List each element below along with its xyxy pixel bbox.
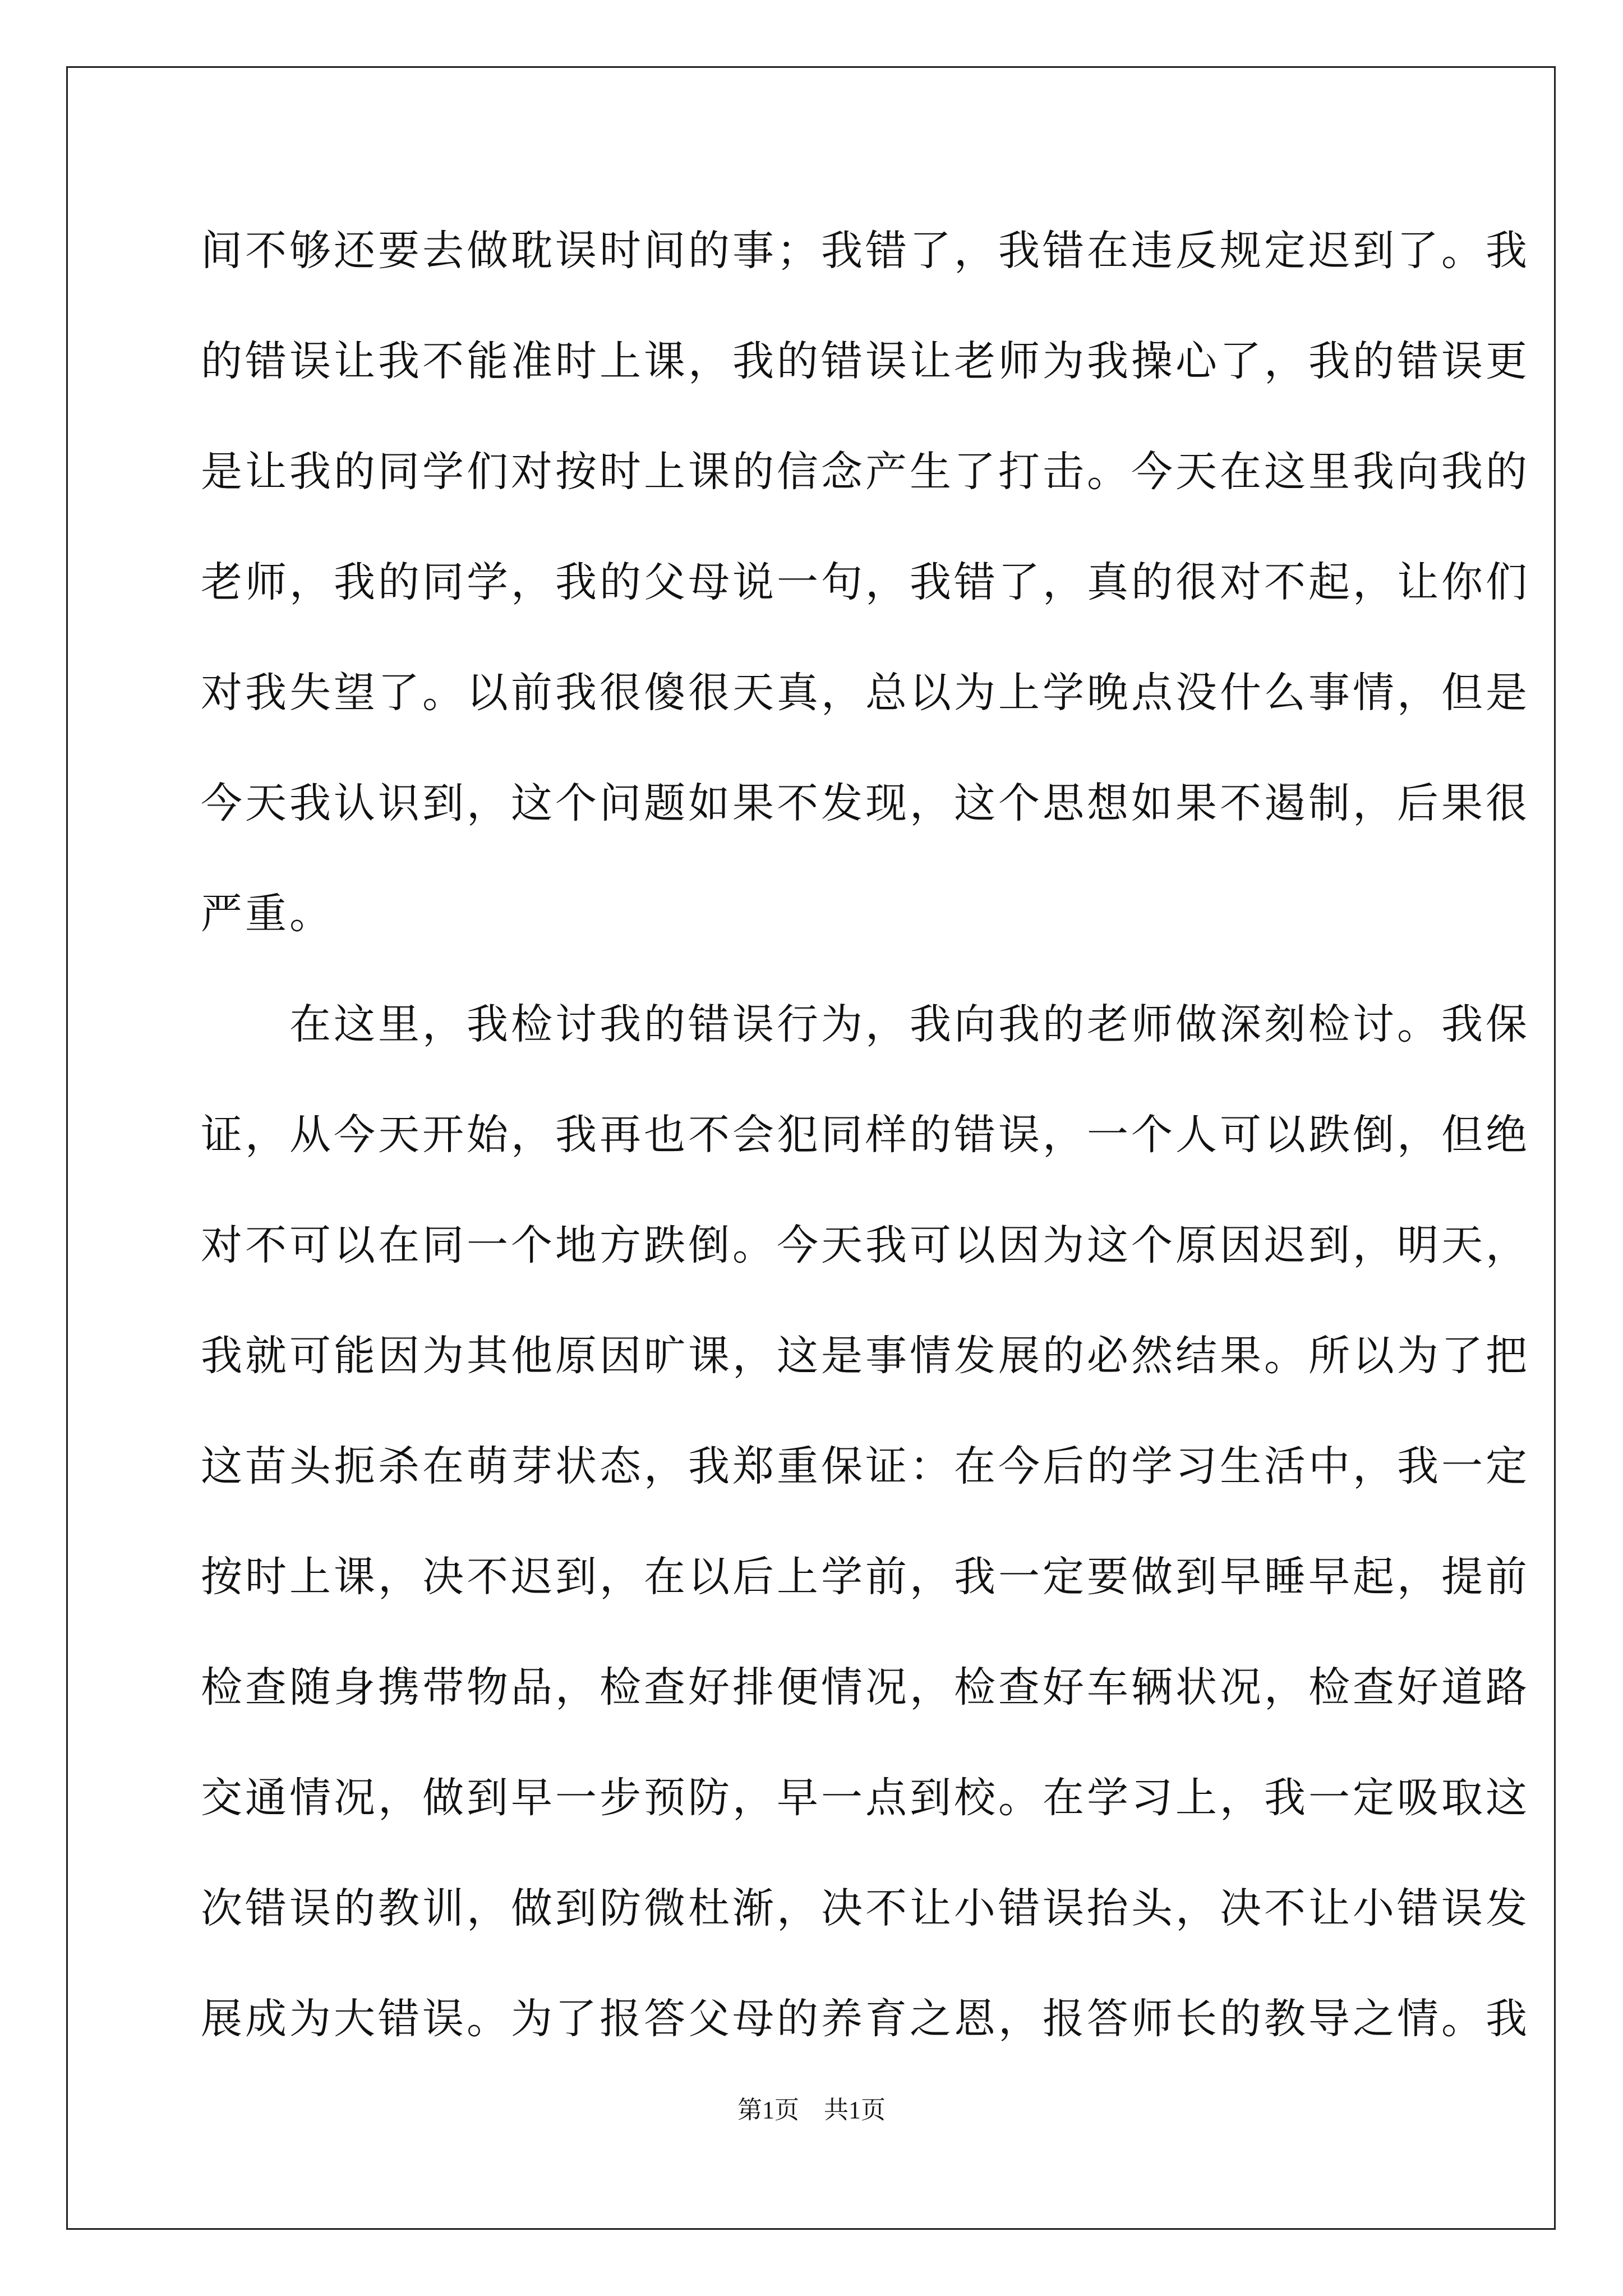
text-line: 这苗头扼杀在萌芽状态，我郑重保证：在今后的学习生活中，我一定: [201, 1442, 1530, 1490]
page-total: 共1页: [824, 2096, 886, 2124]
text-line: 展成为大错误。为了报答父母的养育之恩，报答师长的教导之情。我: [201, 1995, 1530, 2043]
document-body: [201, 223, 1530, 2102]
page-number: 第1页: [737, 2096, 799, 2124]
text-line: 是让我的同学们对按时上课的信念产生了打击。今天在这里我向我的: [201, 448, 1530, 496]
text-line: 在这里，我检讨我的错误行为，我向我的老师做深刻检讨。我保: [201, 1000, 1530, 1048]
page-footer: [0, 2093, 1623, 2127]
text-line: 的错误让我不能准时上课，我的错误让老师为我操心了，我的错误更: [201, 337, 1530, 385]
text-line: 我就可能因为其他原因旷课，这是事情发展的必然结果。所以为了把: [201, 1332, 1530, 1380]
text-line: 交通情况，做到早一步预防，早一点到校。在学习上，我一定吸取这: [201, 1774, 1530, 1822]
text-line: 次错误的教训，做到防微杜渐，决不让小错误抬头，决不让小错误发: [201, 1884, 1530, 1932]
text-line: 证，从今天开始，我再也不会犯同样的错误，一个人可以跌倒，但绝: [201, 1111, 1530, 1159]
text-line: 按时上课，决不迟到，在以后上学前，我一定要做到早睡早起，提前: [201, 1553, 1530, 1601]
text-line: 今天我认识到，这个问题如果不发现，这个思想如果不遏制，后果很: [201, 779, 1530, 827]
text-line: 老师，我的同学，我的父母说一句，我错了，真的很对不起，让你们: [201, 558, 1530, 606]
text-line: 对我失望了。以前我很傻很天真，总以为上学晚点没什么事情，但是: [201, 669, 1530, 717]
text-line: 检查随身携带物品，检查好排便情况，检查好车辆状况，检查好道路: [201, 1663, 1530, 1711]
text-line: 对不可以在同一个地方跌倒。今天我可以因为这个原因迟到，明天，: [201, 1221, 1530, 1269]
text-line: 严重。: [201, 890, 334, 938]
text-line: 间不够还要去做耽误时间的事；我错了，我错在违反规定迟到了。我: [201, 227, 1530, 275]
